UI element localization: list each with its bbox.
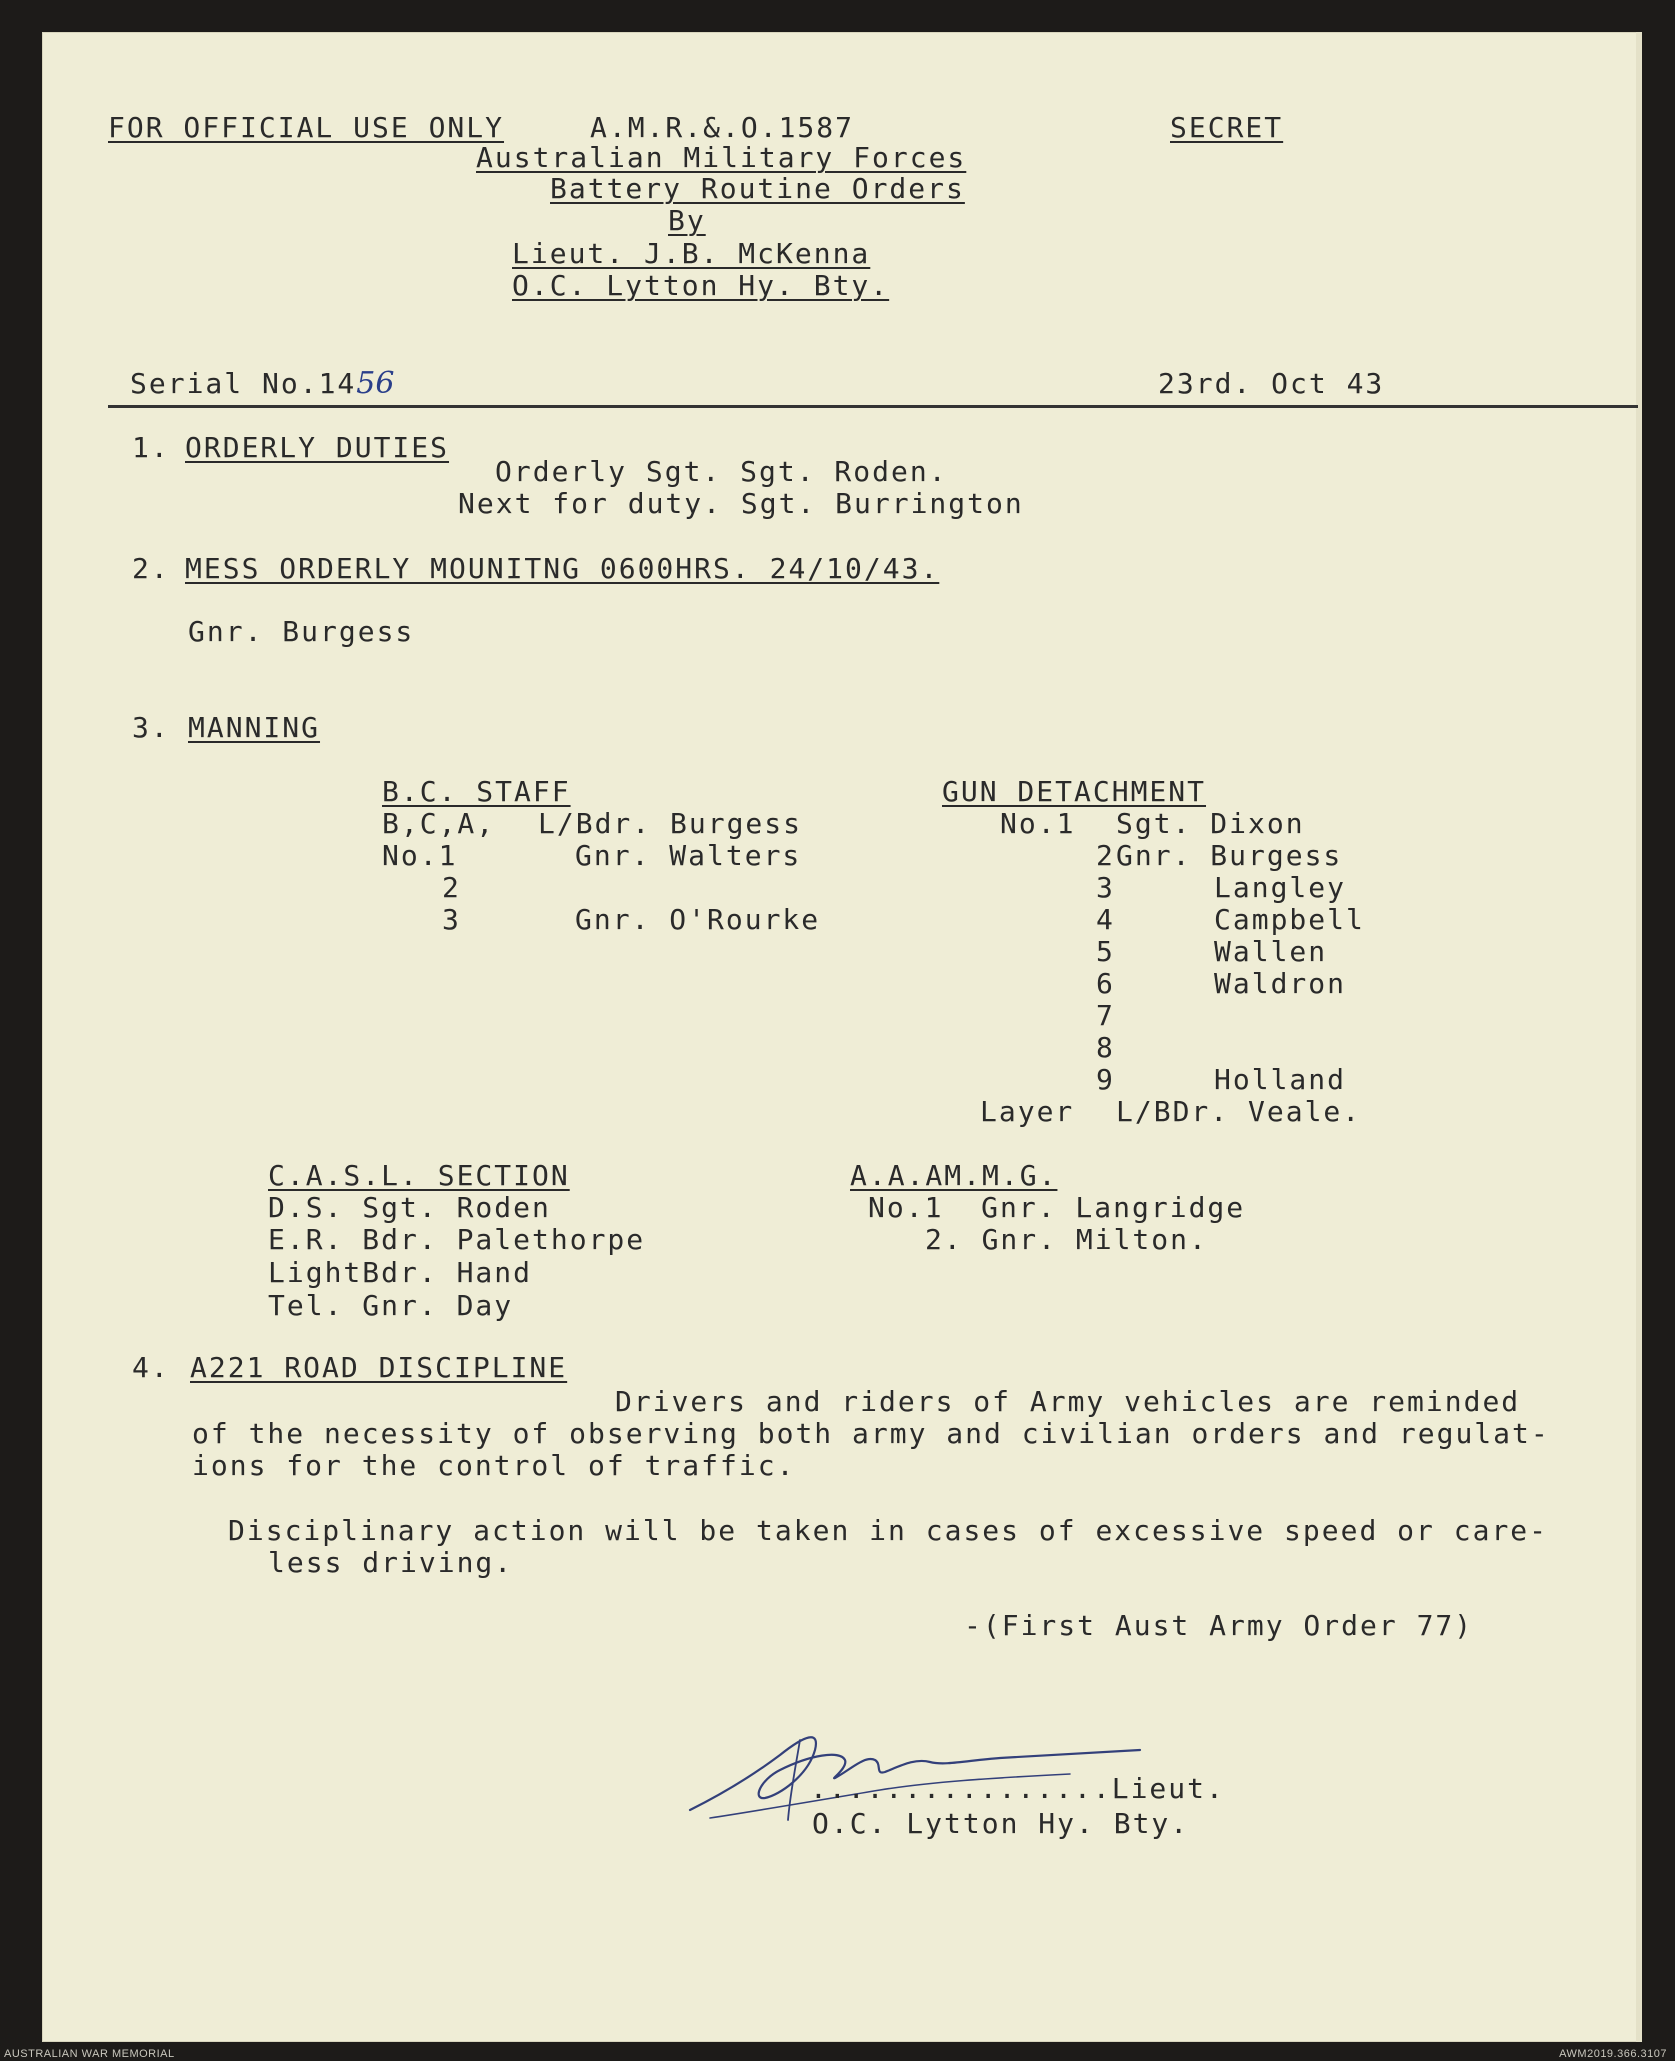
unit-name: O.C. Lytton Hy. Bty. [512,269,890,302]
bc-staff-pos: 2 [442,871,461,904]
gun-pos: 3 [1096,871,1115,904]
casl-row: Tel. Gnr. Day [268,1289,514,1322]
serial-number [130,368,394,400]
bc-staff-name: L/Bdr. Burgess [538,807,803,840]
gun-pos: Layer [980,1095,1075,1128]
org-name: Australian Military Forces [476,141,967,174]
gun-pos: 4 [1096,903,1115,936]
gun-name: Sgt. Dixon [1116,807,1305,840]
gun-pos: 6 [1096,967,1115,1000]
bc-staff-name: Gnr. O'Rourke [575,903,821,936]
discipline-line-1: Drivers and riders of Army vehicles are reminded [615,1385,1521,1418]
header-rule [108,405,1638,408]
casl-row: E.R. Bdr. Palethorpe [268,1223,646,1256]
orderly-sergeant: Orderly Sgt. Sgt. Roden. [495,455,948,488]
aamg-row: No.1 Gnr. Langridge [868,1191,1246,1224]
serial-handwritten: 56 [356,366,395,401]
gun-name: Campbell [1214,903,1365,936]
discipline-line-2: of the necessity of observing both army and civilian orders and regulat- [192,1417,1550,1450]
section-2-number: 2. [132,552,170,585]
aamg-title: A.A.AM.M.G. [850,1159,1058,1192]
next-for-duty: Next for duty. Sgt. Burrington [458,487,1024,520]
section-1-title: ORDERLY DUTIES [185,431,450,464]
discipline-line-3: ions for the control of traffic. [192,1449,796,1482]
section-4-number: 4. [132,1351,170,1384]
gun-pos: 9 [1096,1063,1115,1096]
casl-row: LightBdr. Hand [268,1256,533,1289]
signature-unit: O.C. Lytton Hy. Bty. [812,1807,1190,1840]
gun-pos: No.1 [1000,807,1076,840]
section-3-title: MANNING [188,711,321,744]
gun-name: Gnr. Burgess [1116,839,1343,872]
document-title: Battery Routine Orders [550,172,965,205]
bc-staff-name: Gnr. Walters [575,839,802,872]
gun-name: Wallen [1214,935,1328,968]
gun-name: Waldron [1214,967,1347,1000]
aamg-row: 2. Gnr. Milton. [925,1223,1208,1256]
section-3-number: 3. [132,711,170,744]
gun-name: L/BDr. Veale. [1116,1095,1362,1128]
gun-pos: 8 [1096,1031,1115,1064]
by-label: By [668,204,706,237]
page-edge [1636,32,1642,2042]
discipline-line-5: less driving. [268,1546,514,1579]
bc-staff-pos: No.1 [382,839,458,872]
footer-reference-number: AWM2019.366.3107 [1559,2048,1667,2060]
section-2-title: MESS ORDERLY MOUNITNG 0600HRS. 24/10/43. [185,552,940,585]
footer-archive-name: AUSTRALIAN WAR MEMORIAL [4,2048,175,2060]
signature-lieut: ................Lieut. [810,1772,1225,1805]
gun-pos: 2 [1096,839,1115,872]
bc-staff-title: B.C. STAFF [382,775,571,808]
gun-name: Holland [1214,1063,1347,1096]
bc-staff-pos: B,C,A, [382,807,496,840]
amr-reference: A.M.R.&.O.1587 [590,111,855,144]
army-order-reference: -(First Aust Army Order 77) [964,1609,1474,1642]
gun-name: Langley [1214,871,1347,904]
secret-label: SECRET [1170,111,1284,144]
gun-detachment-title: GUN DETACHMENT [942,775,1207,808]
bc-staff-pos: 3 [442,903,461,936]
casl-row: D.S. Sgt. Roden [268,1191,551,1224]
casl-section-title: C.A.S.L. SECTION [268,1159,570,1192]
officer-name: Lieut. J.B. McKenna [512,237,871,270]
official-use-label: FOR OFFICIAL USE ONLY [108,111,505,144]
gun-pos: 7 [1096,999,1115,1032]
discipline-line-4: Disciplinary action will be taken in cases of excessive speed or care- [228,1514,1549,1547]
order-date: 23rd. Oct 43 [1158,367,1385,400]
section-4-title: A221 ROAD DISCIPLINE [190,1351,568,1384]
gun-pos: 5 [1096,935,1115,968]
section-1-number: 1. [132,431,170,464]
mess-orderly-name: Gnr. Burgess [188,615,415,648]
serial-label: Serial No.14 [130,367,357,400]
